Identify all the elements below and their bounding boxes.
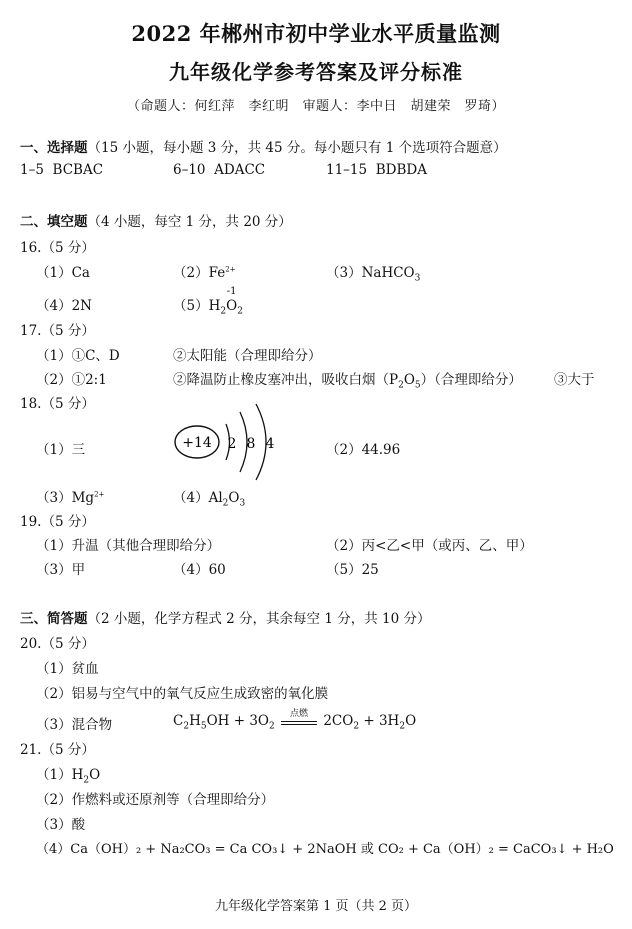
q16-answer-5: $(5)H_2$ -1 $O_2$: [173, 286, 243, 317]
q16-answer-3: （3）NaHCO$_3$: [326, 265, 421, 284]
q16-answer-1: （1）Ca: [36, 265, 90, 281]
q17-answer-2-2: ②降温防止橡皮塞冲出，吸收白烟$(P_2O_5)$（合理即给分）: [173, 372, 522, 391]
q21-number: 21.（5 分）: [20, 742, 95, 758]
q17-number: 17.（5 分）: [20, 323, 95, 339]
q18-answer-2: （2）44.96: [326, 442, 401, 458]
reaction-arrow: [279, 708, 319, 729]
valence-mark: -1: [226, 286, 237, 297]
atom-structure-diagram: [170, 400, 290, 486]
q21-answer-4: （4）Ca（OH）₂ + Na₂CO₃ = Ca CO₃↓ + 2NaOH 或 CO₂ + Ca（OH）₂ = CaCO₃↓ + H₂O: [36, 842, 614, 857]
q20-number: 20.（5 分）: [20, 636, 95, 652]
section-2-heading: 二、填空题: [20, 214, 88, 230]
q17-answer-2-1: （2）①2:1: [36, 372, 107, 388]
q21-answer-1: $(1)H_2O$: [36, 767, 101, 786]
q19-number: 19.（5 分）: [20, 514, 95, 530]
q21-answer-3: （3）酸: [36, 817, 86, 833]
page-subtitle: 九年级化学参考答案及评分标准: [169, 60, 463, 84]
q20-equation: $C_2H_5OH + 3O_2$ 点燃 $2CO_2 + 3H_2O$: [173, 713, 416, 732]
q19-answer-3: （3）甲: [36, 562, 86, 578]
q17-answer-1-2: ②太阳能（合理即给分）: [173, 348, 322, 364]
q20-answer-3: （3）混合物: [36, 717, 113, 733]
section-2-note: （4 小题，每空 1 分，共 20 分）: [87, 214, 292, 230]
q21-answer-2: （2）作燃料或还原剂等（合理即给分）: [36, 792, 275, 808]
shell-3-electrons: 4: [265, 436, 275, 452]
shell-1-electrons: 2: [227, 436, 237, 452]
q16-answer-4: （4）2N: [36, 298, 92, 314]
section-3-header: [20, 607, 430, 627]
authors-line: （命题人：何红萍 李红明 审题人：李中日 胡建荣 罗琦）: [126, 99, 505, 114]
q17-answer-1-1: （1）①C、D: [36, 348, 120, 364]
section-2-header: [20, 210, 292, 230]
page-footer: 九年级化学答案第 1 页（共 2 页）: [214, 899, 418, 914]
q18-answer-3: $(3)Mg^{2+}$: [36, 490, 105, 506]
nucleus-charge: +14: [182, 435, 212, 451]
q19-answer-1: （1）升温（其他合理即给分）: [36, 538, 221, 554]
q20-answer-1: （1）贫血: [36, 661, 99, 677]
choice-group-1: 1–5 BCBAC: [20, 162, 104, 178]
page-title: 2022 年郴州市初中学业水平质量监测: [131, 21, 501, 46]
section-1-note: （15 小题，每小题 3 分，共 45 分。每小题只有 1 个选项符合题意）: [87, 140, 507, 156]
q16-number: 16.（5 分）: [20, 240, 95, 256]
q18-answer-4: $(4)Al_2O_3$: [173, 490, 246, 509]
q16-answer-2: $(2)Fe^{2+}$: [173, 265, 236, 281]
section-1-heading: 一、选择题: [20, 140, 88, 156]
choice-group-3: 11–15 BDBDA: [326, 162, 427, 178]
section-3-heading: 三、简答题: [20, 611, 88, 627]
q17-answer-2-3: ③大于: [554, 372, 595, 388]
reaction-condition: 点燃: [290, 708, 309, 719]
section-3-note: （2 小题，化学方程式 2 分，其余每空 1 分，共 10 分）: [87, 611, 431, 627]
q20-answer-2: （2）铝易与空气中的氧气反应生成致密的氧化膜: [36, 686, 329, 702]
shell-2-electrons: 8: [246, 436, 256, 452]
section-1-header: [20, 136, 507, 156]
q18-number: 18.（5 分）: [20, 396, 95, 412]
q19-answer-4: （4）60: [173, 562, 226, 578]
q18-answer-1: （1）三: [36, 442, 86, 458]
q19-answer-5: （5）25: [326, 562, 379, 578]
choice-group-2: 6–10 ADACC: [173, 162, 266, 178]
q19-answer-2: （2）丙<乙<甲（或丙、乙、甲）: [326, 538, 533, 554]
